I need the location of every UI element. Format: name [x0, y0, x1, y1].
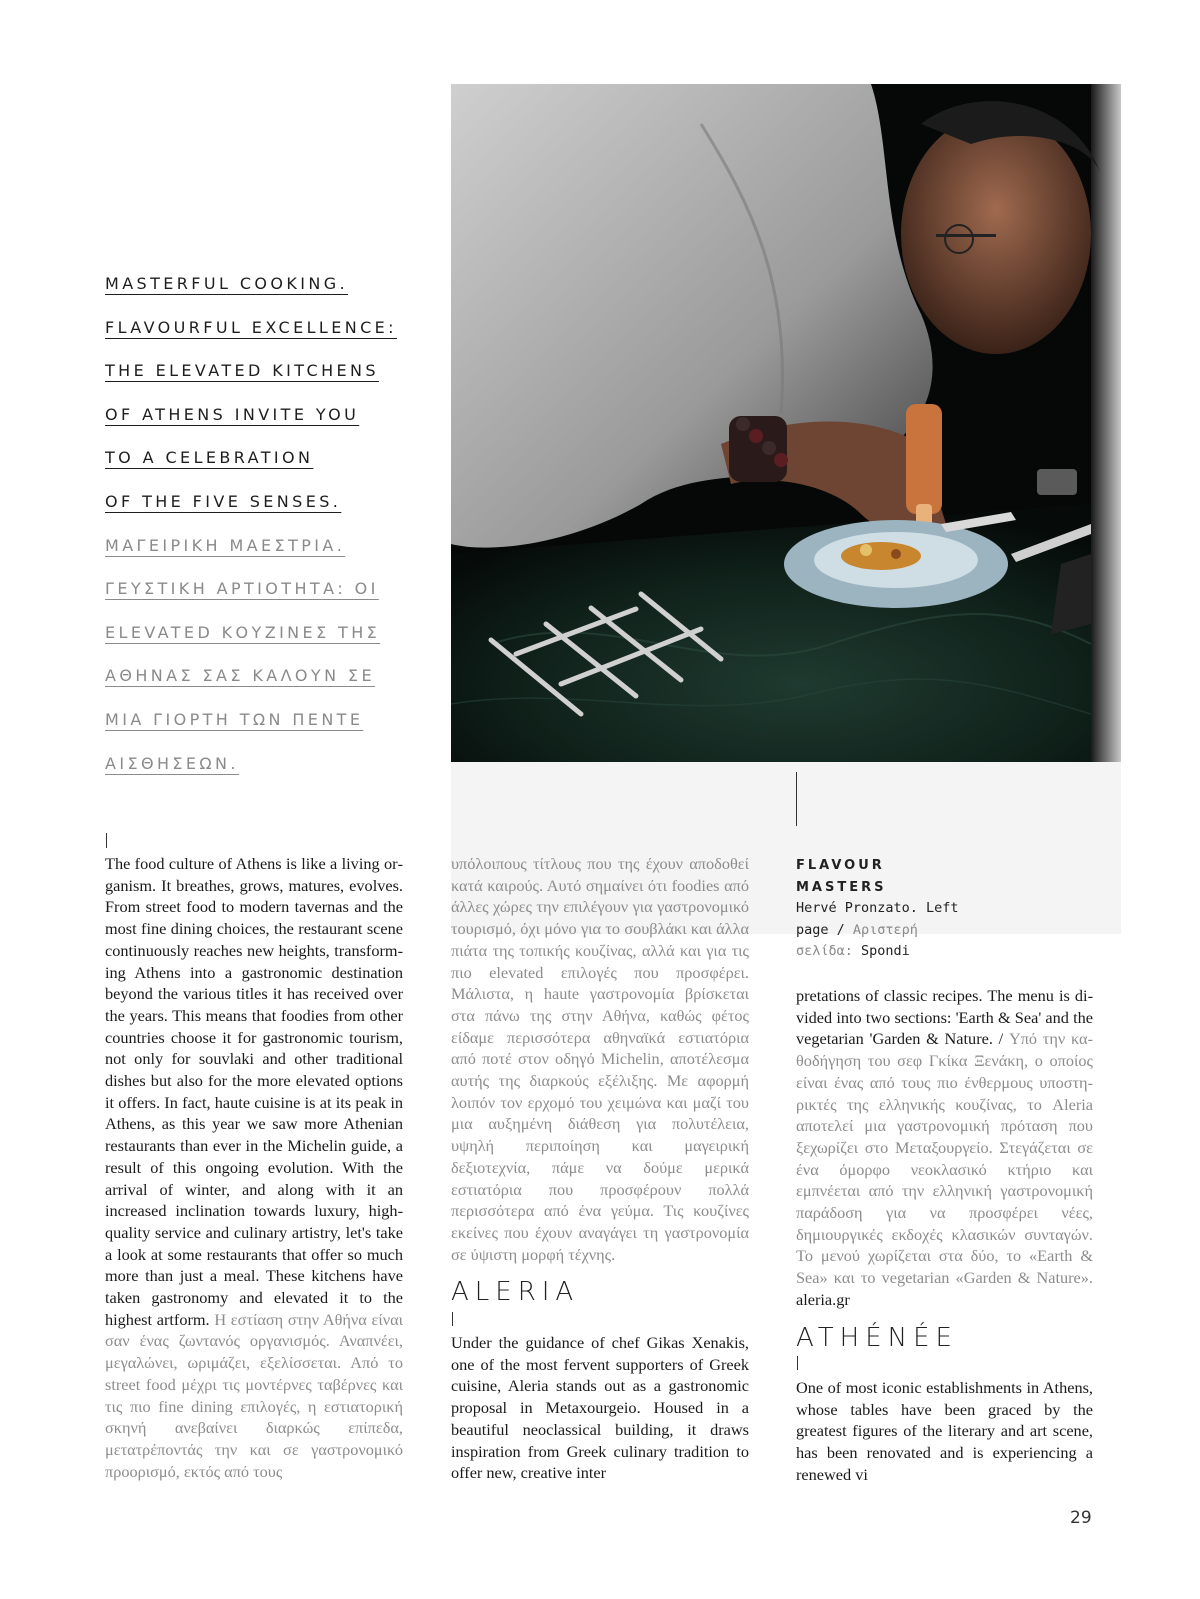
intro-english: The food culture of Athens is like a living organism. It breathes, grows, matures, evolves. From street food to modern tavernas and the most fine dining choices, the restaurant scene continuously reaches new heights, transforming Athens into a gastronomic destination beyond the various titles it has received over the years. This means that foodies from other countries choose it for gastronomic tourism, not only for souvlaki and other traditional dishes but also for the more elevated options it offers. In fact, haute cuisine is at its peak in Athens, as this year we saw more Athenian restaurants than ever in the Michelin guide, a result of this ongoing evolution. With the arrival of winter, and along with it an increased inclination towards luxury, high-quality service and culinary artistry, let's take a look at some restaurants that offer so much more than just a meal. These kitchens have taken gastronomy and elevated it to the highest artform. [105, 854, 403, 1329]
aleria-greek: Υπό την καθοδήγηση του σεφ Γκίκα Ξενάκη, ο οποίος είναι ένας από τους πιο ένθερμους υποστηρικτές της ελληνικής κουζίνας, το Aleria αποτελεί μια γαστρονομική πρόταση που ξεχωρίζει στο Μεταξουργείο. Στεγάζεται σε ένα όμορφο νεοκλασικό κτήριο και εμπνέεται από την ελληνική γαστρονομική παράδοση για να προσφέρει νέες, δημιουργικές εκδοχές κλασικών συνταγών. Το μενού χωρίζεται στα δύο, το «Earth & Sea» και το vegetarian «Garden & Nature». [796, 1029, 1093, 1288]
athenee-english: One of most iconic establishments in Athens, whose tables have been graced by the greatest figures of the literary and art scene, has been renovated and is experiencing a renewed vi [796, 1378, 1093, 1484]
caption-accent-bar [796, 772, 797, 826]
photo-caption [796, 855, 966, 963]
chef-plating-photo [451, 84, 1121, 762]
aleria-accent-bar [452, 1312, 453, 1326]
headline-line: MASTERFUL COOKING. [105, 274, 349, 293]
headline-line-greek: ΑΙΣΘΗΣΕΩΝ. [105, 753, 239, 773]
intro-column [105, 853, 403, 1482]
caption-line: page / Αριστερή [796, 921, 918, 938]
headline-line: OF ATHENS INVITE YOU [105, 404, 360, 424]
aleria-website: aleria.gr [796, 1289, 850, 1309]
intro-greek-continued: υπόλοιπους τίτλους που της έχουν αποδοθεί κατά καιρούς. Αυτό σημαίνει ότι foodies από άλλες χώρες την επιλέγουν για γαστρονομικό τουρισμό, όχι μόνο για το σουβλάκι και άλλα πιάτα της τοπικής κουζίνας, αλλά και για τις πιο elevated επιλογές που προσφέρει. Μάλιστα, η haute γαστρονομία βρίσκεται στα πάνω της στην Αθήνα, καθώς φέτος είδαμε περισσότερα αθηναϊκά εστιατόρια από ποτέ στον οδηγό Michelin, αποτέλεσμα αυτής της διαρκούς εξέλιξης. Με αφορμή λοιπόν τον ερχομό του χειμώνα και μαζί του μια αυξημένη διάθεση για πολυτέλεια, υψηλή περιποίηση και μαγειρική δεξιοτεχνία, πάμε να δούμε μερικά εστιατόρια που προσφέρουν πολλά περισσότερα από ένα γεύμα. Τις κουζίνες εκείνες που έχουν αναγάγει τη γαστρονομία σε ύψιστη μορφή τέχνης. [451, 854, 749, 1264]
intro-accent-bar [106, 833, 107, 848]
headline-line: FLAVOURFUL EXCELLENCE: [105, 317, 397, 337]
caption-title: FLAVOUR MASTERS [796, 858, 887, 895]
headline-line: TO A CELEBRATION [105, 448, 314, 468]
headline-line-greek: ELEVATED ΚΟΥΖΙΝΕΣ ΤΗΣ [105, 622, 381, 642]
athenee-heading: ATHÉNÉE [796, 1323, 958, 1353]
aleria-english-continued: pretations of classic recipes. The menu is divided into two sections: 'Earth & Sea' and the vegetarian 'Garden & Nature. / [796, 986, 1093, 1049]
headline-line-greek: ΜΙΑ ΓΙΟΡΤΗ ΤΩΝ ΠΕΝΤΕ [105, 709, 364, 729]
caption-line: Hervé Pronzato. Left [796, 900, 959, 916]
headline-line: THE ELEVATED KITCHENS [105, 361, 379, 381]
aleria-english: Under the guidance of chef Gikas Xenakis, one of the most fervent supporters of Greek cuisine, Aleria stands out as a gastronomic proposal in Metaxourgeio. Housed in a beautiful neoclassical building, it draws inspiration from Greek culinary tradition to offer new, creative inter [451, 1333, 749, 1483]
headline-line-greek: ΜΑΓΕΙΡΙΚΗ ΜΑΕΣΤΡΙΑ. [105, 535, 346, 555]
article-headline [105, 262, 435, 785]
aleria-heading: ALERIA [451, 1277, 580, 1307]
headline-line: OF THE FIVE SENSES. [105, 491, 342, 511]
aleria-continued [796, 985, 1093, 1311]
page-number: 29 [1070, 1508, 1092, 1528]
caption-line: σελίδα: Spondi [796, 943, 910, 959]
headline-line-greek: ΑΘΗΝΑΣ ΣΑΣ ΚΑΛΟΥΝ ΣΕ [105, 666, 375, 686]
athenee-accent-bar [797, 1356, 798, 1370]
intro-greek: Η εστίαση στην Αθήνα είναι σαν ένας ζωντανός οργανισμός. Αναπνέει, μεγαλώνει, ωριμάζει, εξελίσσεται. Από το street food μέχρι τις μοντέρνες ταβέρνες και τις πιο fine dining επιλογές, η εστιατορική σκηνή ανεβαίνει διαρκώς επίπεδα, μετατρέποντάς την και σε γαστρονομικό προορισμό, εκτός από τους [105, 1309, 403, 1481]
headline-line-greek: ΓΕΥΣΤΙΚΗ ΑΡΤΙΟΤΗΤΑ: ΟΙ [105, 579, 379, 599]
